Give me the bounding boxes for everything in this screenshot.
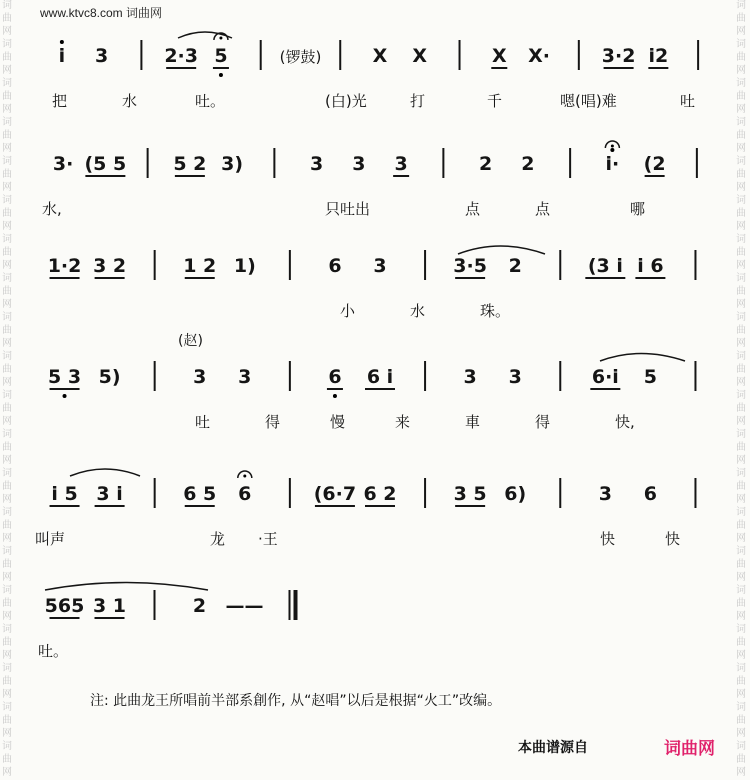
watermark-char: 词 (736, 663, 746, 674)
note: 3·5 (453, 255, 487, 277)
note: 1·2 (47, 255, 82, 277)
singer-mark: (赵) (178, 333, 203, 349)
note: 3 1 (92, 595, 127, 617)
lyric: 吐 (680, 92, 696, 110)
watermark-char: 网 (2, 416, 12, 427)
lyric: 把 (52, 92, 68, 110)
note: 6) (504, 483, 527, 505)
watermark-char: 词 (2, 507, 12, 518)
watermark-char: 曲 (736, 403, 746, 414)
note: 3 (95, 45, 109, 67)
watermark-char: 网 (2, 104, 12, 115)
watermark-char: 曲 (2, 715, 12, 726)
lyric: 得 (535, 413, 551, 431)
lyric: 龙 (210, 530, 226, 548)
watermark-char: 曲 (736, 520, 746, 531)
lyric: 慢 (330, 413, 346, 431)
watermark-char: 曲 (2, 364, 12, 375)
note: 6 (238, 483, 252, 505)
watermark-char: 网 (2, 338, 12, 349)
watermark-char: 曲 (2, 559, 12, 570)
watermark-char: 词 (2, 0, 12, 11)
watermark-char: 网 (2, 143, 12, 154)
watermark-char: 网 (2, 533, 12, 544)
lyric: 快 (665, 530, 681, 548)
octave-dot (333, 394, 337, 398)
watermark-char: 曲 (736, 364, 746, 375)
lyric: 水 (122, 92, 138, 110)
note: 565 (44, 595, 85, 617)
watermark-char: 词 (736, 546, 746, 557)
note: 6 2 (363, 483, 397, 505)
watermark-char: 曲 (2, 520, 12, 531)
note: 3 (508, 366, 522, 388)
watermark-char: 词 (736, 234, 746, 245)
note: 6 (328, 255, 342, 277)
watermark-char: 曲 (2, 598, 12, 609)
watermark-char: 网 (736, 416, 746, 427)
watermark-char: 词 (2, 234, 12, 245)
watermark-char: 曲 (2, 130, 12, 141)
note: i (58, 45, 66, 67)
watermark-char: 网 (736, 455, 746, 466)
watermark-char: 网 (736, 221, 746, 232)
watermark-char: 网 (736, 104, 746, 115)
lyric: 水 (410, 302, 426, 320)
lyric: 只吐出 (325, 200, 371, 218)
note: 2 (521, 153, 535, 175)
lyric: 珠。 (480, 302, 511, 320)
note: X· (528, 45, 550, 67)
watermark-char: 曲 (736, 169, 746, 180)
site-header: www.ktvc8.com 词曲网 (40, 6, 163, 20)
watermark-char: 词 (736, 507, 746, 518)
lyric: 小 (340, 302, 356, 320)
watermark-char: 网 (2, 26, 12, 37)
watermark-char: 网 (2, 455, 12, 466)
watermark-char: 网 (736, 728, 746, 739)
note: 6 (643, 483, 658, 505)
watermark-char: 曲 (2, 481, 12, 492)
watermark-char: 网 (736, 377, 746, 388)
watermark-char: 词 (736, 39, 746, 50)
slur (45, 583, 208, 591)
watermark-char: 词 (2, 546, 12, 557)
watermark-char: 曲 (736, 91, 746, 102)
watermark-char: 网 (2, 299, 12, 310)
lyric: 打 (410, 92, 426, 110)
watermark-char: 词 (736, 273, 746, 284)
note: X (372, 45, 388, 67)
note: 5) (98, 366, 121, 388)
watermark-char: 网 (2, 65, 12, 76)
watermark-char: 曲 (2, 442, 12, 453)
note: i2 (648, 45, 669, 67)
watermark-char: 词 (2, 663, 12, 674)
watermark-char: 词 (2, 702, 12, 713)
watermark-char: 曲 (2, 754, 12, 765)
watermark-char: 网 (2, 767, 12, 778)
watermark-char: 曲 (736, 754, 746, 765)
note: 2 (192, 595, 207, 617)
note: 5 (214, 45, 228, 67)
lyric: (白)光 (325, 92, 367, 110)
watermark-char: 曲 (2, 637, 12, 648)
watermark-char: 词 (736, 468, 746, 479)
watermark-char: 曲 (736, 559, 746, 570)
watermark-char: 词 (2, 312, 12, 323)
watermark-char: 词 (2, 39, 12, 50)
note: 3 (463, 366, 477, 388)
watermark-char: 词 (736, 156, 746, 167)
note: 6 (328, 366, 342, 388)
slur (458, 246, 545, 254)
watermark-char: 网 (736, 572, 746, 583)
watermark-char: 网 (736, 533, 746, 544)
watermark-char: 词 (2, 195, 12, 206)
note: 3) (221, 153, 244, 175)
watermark-char: 曲 (736, 130, 746, 141)
lyric: 車 (465, 413, 481, 431)
watermark-char: 网 (2, 611, 12, 622)
watermark-char: 网 (2, 260, 12, 271)
note: 2 (479, 153, 493, 175)
watermark-char: 曲 (2, 13, 12, 24)
watermark-char: 曲 (736, 637, 746, 648)
watermark-char: 词 (2, 468, 12, 479)
brand-logo-text: 词曲网 (664, 739, 715, 759)
lyric: ·王 (258, 530, 278, 548)
note: (锣鼓) (279, 48, 322, 66)
note: (3 i (587, 255, 623, 277)
watermark-char: 词 (2, 351, 12, 362)
watermark-char: 曲 (736, 598, 746, 609)
watermark-char: 曲 (2, 676, 12, 687)
lyric: 得 (265, 413, 281, 431)
watermark-char: 词 (2, 429, 12, 440)
lyric: 吐。 (195, 92, 226, 110)
octave-dot (63, 394, 67, 398)
octave-dot (60, 40, 64, 44)
watermark-char: 网 (736, 182, 746, 193)
note: 6 5 (183, 483, 217, 505)
watermark-char: 曲 (2, 52, 12, 63)
watermark-char: 网 (736, 299, 746, 310)
watermark-char: 曲 (736, 13, 746, 24)
note: 3 (598, 483, 612, 505)
lyric: 来 (395, 413, 411, 431)
lyric: 快 (600, 530, 616, 548)
note: 2·3 (164, 45, 199, 67)
watermark-char: 网 (736, 767, 746, 778)
octave-dot (219, 73, 223, 77)
watermark-char: 曲 (2, 325, 12, 336)
note: 3 (193, 366, 207, 388)
watermark-char: 曲 (736, 208, 746, 219)
note: (6·7 (313, 483, 357, 505)
note: 3· (52, 153, 74, 175)
watermark-char: 词 (736, 702, 746, 713)
note: 3 5 (453, 483, 487, 505)
watermark-char: 词 (2, 741, 12, 752)
watermark-char: 曲 (2, 286, 12, 297)
source-label: 本曲谱源自 (518, 740, 588, 756)
watermark-char: 网 (736, 26, 746, 37)
note: 6 i (366, 366, 394, 388)
watermark-char: 曲 (736, 286, 746, 297)
watermark-char: 词 (2, 117, 12, 128)
watermark-char: 网 (2, 494, 12, 505)
note: 3 (310, 153, 324, 175)
note: 3 2 (93, 255, 127, 277)
watermark-char: 词 (2, 390, 12, 401)
lyric: 叫声 (35, 530, 66, 548)
lyric: 点 (465, 200, 481, 218)
watermark-char: 词 (736, 741, 746, 752)
watermark-char: 词 (736, 429, 746, 440)
watermark-char: 网 (2, 377, 12, 388)
watermark-char: 网 (736, 494, 746, 505)
lyric: 吐 (195, 413, 211, 431)
watermark-char: 词 (2, 624, 12, 635)
note: 3 i (96, 483, 123, 505)
watermark-char: 曲 (736, 52, 746, 63)
watermark-char: 词 (736, 624, 746, 635)
lyric: 哪 (630, 200, 646, 218)
watermark-char: 网 (2, 689, 12, 700)
lyric: 水, (42, 200, 62, 218)
watermark-char: 网 (736, 689, 746, 700)
watermark-char: 网 (2, 728, 12, 739)
watermark-char: 曲 (2, 247, 12, 258)
note: X (491, 45, 507, 67)
watermark-char: 网 (736, 65, 746, 76)
footnote: 注: 此曲龙王所唱前半部系創作, 从“赵唱”以后是根据“火工”改编。 (90, 693, 502, 709)
note: i 5 (51, 483, 78, 505)
watermark-char: 词 (2, 273, 12, 284)
watermark-char: 词 (736, 0, 746, 11)
watermark-char: 词 (2, 585, 12, 596)
watermark-char: 曲 (2, 91, 12, 102)
watermark-char: 网 (736, 260, 746, 271)
slur (600, 354, 685, 362)
watermark-char: 词 (2, 156, 12, 167)
lyric: 嗯(唱)难 (560, 92, 617, 110)
note: 3 (352, 153, 366, 175)
watermark-char: 词 (2, 78, 12, 89)
watermark-char: 词 (736, 117, 746, 128)
octave-dot (610, 148, 614, 152)
watermark-char: 曲 (736, 247, 746, 258)
watermark-char: 网 (2, 650, 12, 661)
fermata-dot (219, 37, 222, 40)
note: 1 2 (183, 255, 217, 277)
watermark-char: 词 (736, 351, 746, 362)
watermark-char: 曲 (736, 481, 746, 492)
watermark-char: 词 (736, 390, 746, 401)
note: 6·i (591, 366, 619, 388)
watermark-char: 曲 (2, 169, 12, 180)
watermark-char: 网 (736, 338, 746, 349)
watermark-char: 曲 (736, 715, 746, 726)
note: 5 3 (48, 366, 82, 388)
note: 5 2 (173, 153, 207, 175)
note: 3 (394, 153, 408, 175)
fermata-dot (243, 475, 246, 478)
watermark-char: 网 (2, 182, 12, 193)
fermata-dot (611, 145, 614, 148)
note: 3 (238, 366, 252, 388)
note: 5 (643, 366, 658, 388)
lyric: 千 (487, 92, 503, 110)
watermark-char: 网 (736, 611, 746, 622)
watermark-char: 曲 (2, 403, 12, 414)
note: (5 5 (84, 153, 127, 175)
watermark-char: 词 (736, 585, 746, 596)
note: X (412, 45, 428, 67)
lyric: 吐。 (38, 642, 69, 660)
note: i 6 (637, 255, 664, 277)
watermark-char: 词 (736, 78, 746, 89)
watermark-char: 曲 (736, 676, 746, 687)
note: 2 (508, 255, 522, 277)
note: —— (225, 595, 264, 617)
watermark-char: 曲 (736, 442, 746, 453)
watermark-char: 网 (2, 221, 12, 232)
lyric: 点 (535, 200, 551, 218)
note: (2 (643, 153, 666, 175)
watermark-char: 网 (736, 650, 746, 661)
note: i· (605, 153, 620, 175)
lyric: 快, (615, 413, 635, 431)
note: 3·2 (601, 45, 636, 67)
watermark-char: 网 (736, 143, 746, 154)
watermark-char: 词 (736, 312, 746, 323)
watermark-char: 网 (2, 572, 12, 583)
watermark-char: 词 (736, 195, 746, 206)
slur (70, 469, 140, 476)
watermark-char: 曲 (2, 208, 12, 219)
note: 3 (373, 255, 387, 277)
note: 1) (233, 255, 256, 277)
watermark-char: 曲 (736, 325, 746, 336)
